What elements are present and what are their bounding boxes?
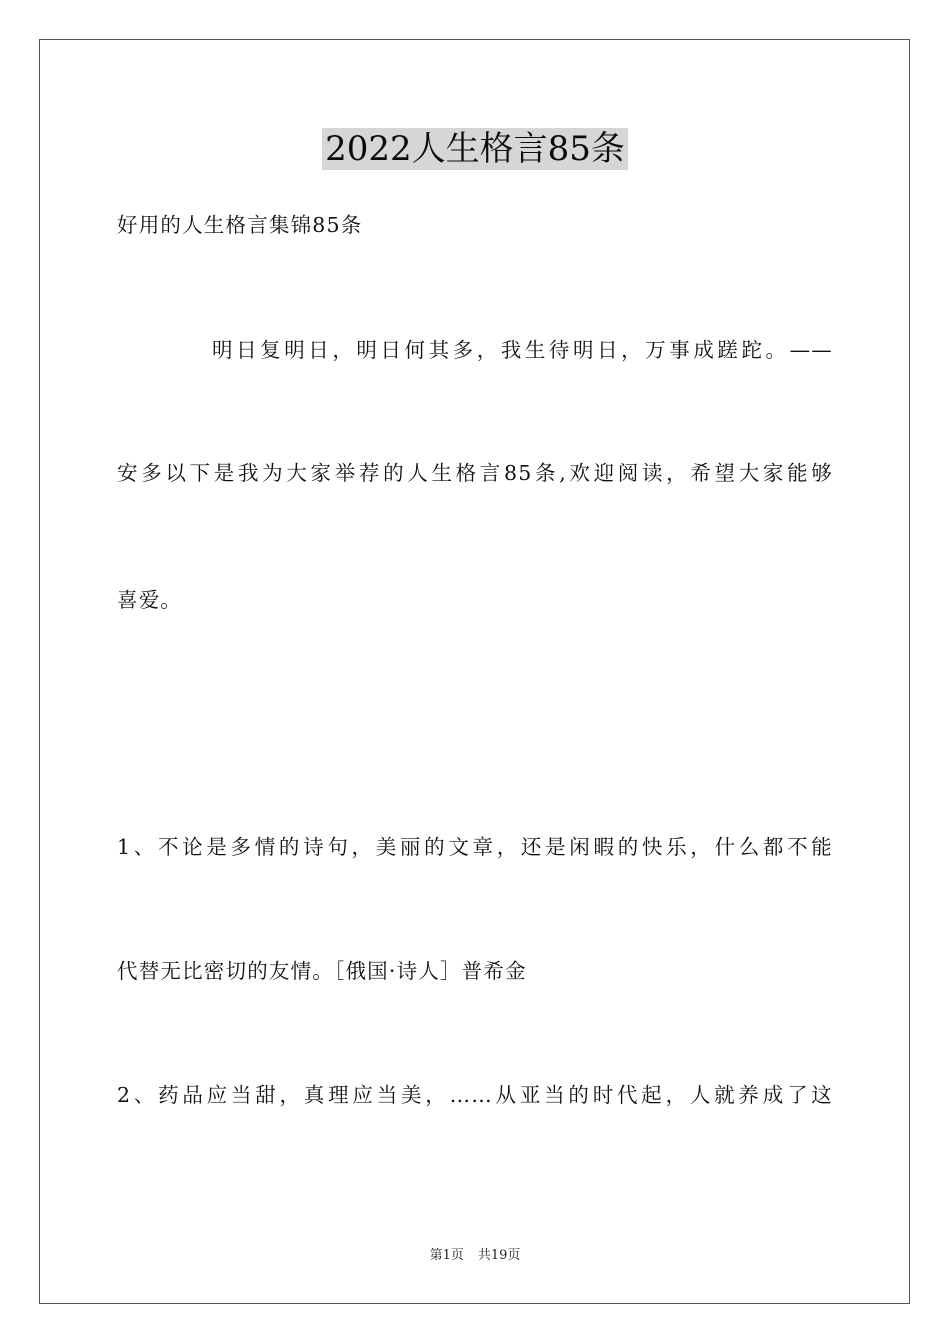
page-footer (0, 1247, 950, 1265)
quote-2-line-1: 2、药品应当甜，真理应当美，……从亚当的时代起，人就养成了这 (117, 1083, 833, 1107)
quote-1-line-1: 1、不论是多情的诗句，美丽的文章，还是闲暇的快乐，什么都不能 (117, 835, 833, 859)
quote-1-line-2: 代替无比密切的友情。［俄国·诗人］普希金 (117, 959, 527, 983)
document-title: 2022人生格言85条 (322, 128, 628, 170)
page-total: 共19页 (477, 1248, 521, 1263)
paragraph-line-1: 明日复明日，明日何其多，我生待明日，万事成蹉跎。—— (212, 338, 833, 362)
page-number: 第1页 (429, 1248, 464, 1263)
document-subtitle: 好用的人生格言集锦85条 (117, 213, 363, 237)
paragraph-line-3: 喜爱。 (117, 588, 183, 612)
document-title-wrap (0, 128, 950, 170)
paragraph-line-2: 安多以下是我为大家举荐的人生格言85条,欢迎阅读，希望大家能够 (117, 461, 833, 485)
